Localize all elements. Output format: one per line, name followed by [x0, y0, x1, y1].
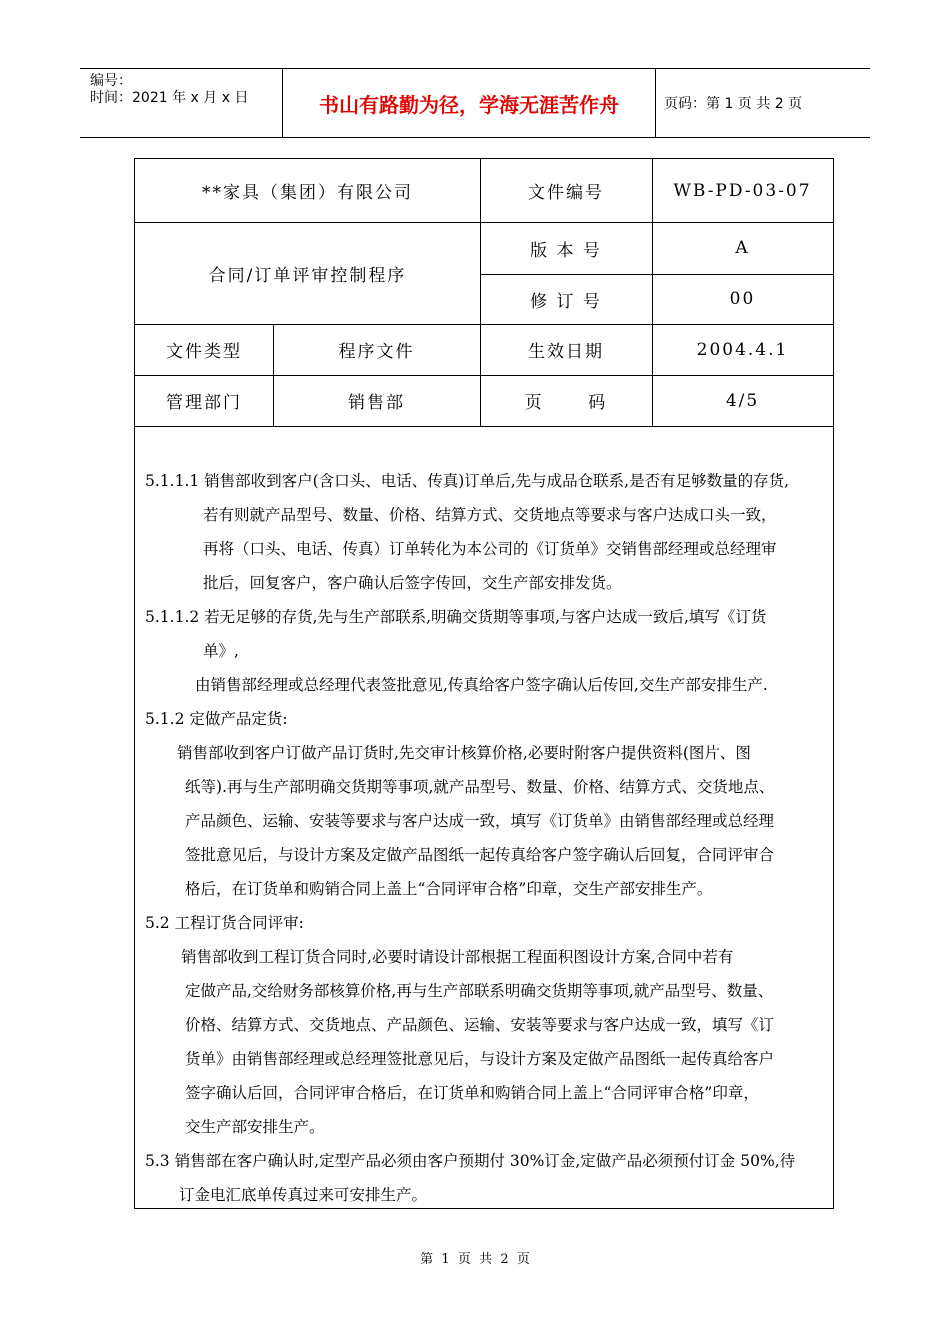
- department-value: 销售部: [348, 393, 405, 413]
- body-line: 5.1.2 定做产品定货:: [145, 710, 288, 728]
- effective-date-label: 生效日期: [528, 342, 604, 362]
- body-line: 若有则就产品型号、数量、价格、结算方式、交货地点等要求与客户达成口头一致，: [203, 506, 777, 524]
- page-value: 4/5: [725, 390, 760, 411]
- body-line: 销售部收到客户订做产品订货时,先交审计核算价格,必要时附客户提供资料(图片、图: [177, 744, 751, 762]
- body-line: 5.1.1.1 销售部收到客户(含口头、电话、传真)订单后,先与成品仓联系,是否有足够数量的存货,: [145, 472, 790, 490]
- version-label: 版 本 号: [530, 240, 602, 261]
- document-title: 合同/订单评审控制程序: [208, 265, 407, 286]
- body-line: 纸等).再与生产部明确交货期等事项,就产品型号、数量、价格、结算方式、交货地点、: [185, 778, 775, 796]
- body-line: 再将（口头、电话、传真）订单转化为本公司的《订货单》交销售部经理或总经理审: [203, 540, 777, 558]
- body-line: 价格、结算方式、交货地点、产品颜色、运输、安装等要求与客户达成一致，填写《订: [185, 1016, 775, 1034]
- effective-date-value: 2004.4.1: [696, 339, 789, 360]
- body-line: 销售部收到工程订货合同时,必要时请设计部根据工程面积图设计方案,合同中若有: [181, 948, 734, 966]
- body-line: 定做产品,交给财务部核算价格,再与生产部联系明确交货期等事项,就产品型号、数量、: [185, 982, 774, 1000]
- body-line: 由销售部经理或总经理代表签批意见,传真给客户签字确认后传回,交生产部安排生产.: [195, 676, 768, 694]
- file-number-value: WB-PD-03-07: [673, 180, 812, 201]
- body-line: 格后，在订货单和购销合同上盖上“合同评审合格”印章，交生产部安排生产。: [185, 880, 713, 898]
- file-type-label: 文件类型: [166, 342, 242, 362]
- page-label: 页 码: [524, 393, 608, 413]
- body-line: 批后，回复客户，客户确认后签字传回，交生产部安排发货。: [203, 574, 622, 592]
- header-motto: 书山有路勤为径，学海无涯苦作舟: [283, 69, 656, 137]
- body-line: 交生产部安排生产。: [185, 1118, 325, 1136]
- table-divider: [135, 426, 833, 427]
- body-line: 5.1.1.2 若无足够的存货,先与生产部联系,明确交货期等事项,与客户达成一致后,填写《订货: [145, 608, 767, 626]
- page-header: [80, 68, 870, 138]
- revision-label: 修 订 号: [530, 291, 602, 312]
- body-line: 5.2 工程订货合同评审:: [145, 914, 304, 932]
- body-line: 签字确认后回，合同评审合格后，在订货单和购销合同上盖上“合同评审合格”印章，: [185, 1084, 759, 1102]
- department-label: 管理部门: [166, 393, 242, 413]
- body-line: 单》,: [203, 642, 239, 660]
- body-line: 产品颜色、运输、安装等要求与客户达成一致，填写《订货单》由销售部经理或总经理: [185, 812, 775, 830]
- version-value: A: [735, 238, 750, 258]
- body-line: 货单》由销售部经理或总经理签批意见后，与设计方案及定做产品图纸一起传真给客户: [185, 1050, 775, 1068]
- body-line: 订金电汇底单传真过来可安排生产。: [179, 1186, 428, 1204]
- file-type-value: 程序文件: [338, 342, 415, 362]
- header-page-info: 页码：第 1 页 共 2 页: [664, 96, 803, 112]
- body-line: 签批意见后，与设计方案及定做产品图纸一起传真给客户签字确认后回复，合同评审合: [185, 846, 775, 864]
- page-footer: 第 1 页 共 2 页: [420, 1252, 530, 1267]
- doc-number-label: 编号：: [90, 73, 132, 89]
- body-line: 5.3 销售部在客户确认时,定型产品必须由客户预期付 30%订金,定做产品必须预付订金 50%,待: [145, 1152, 796, 1170]
- document-table: [134, 158, 834, 1209]
- file-number-label: 文件编号: [528, 183, 604, 203]
- company-name: **家具（集团）有限公司: [202, 183, 413, 203]
- revision-value: 00: [729, 289, 756, 309]
- doc-time-label: 时间：2021 年 x 月 x 日: [90, 90, 249, 106]
- header-meta: [80, 69, 283, 137]
